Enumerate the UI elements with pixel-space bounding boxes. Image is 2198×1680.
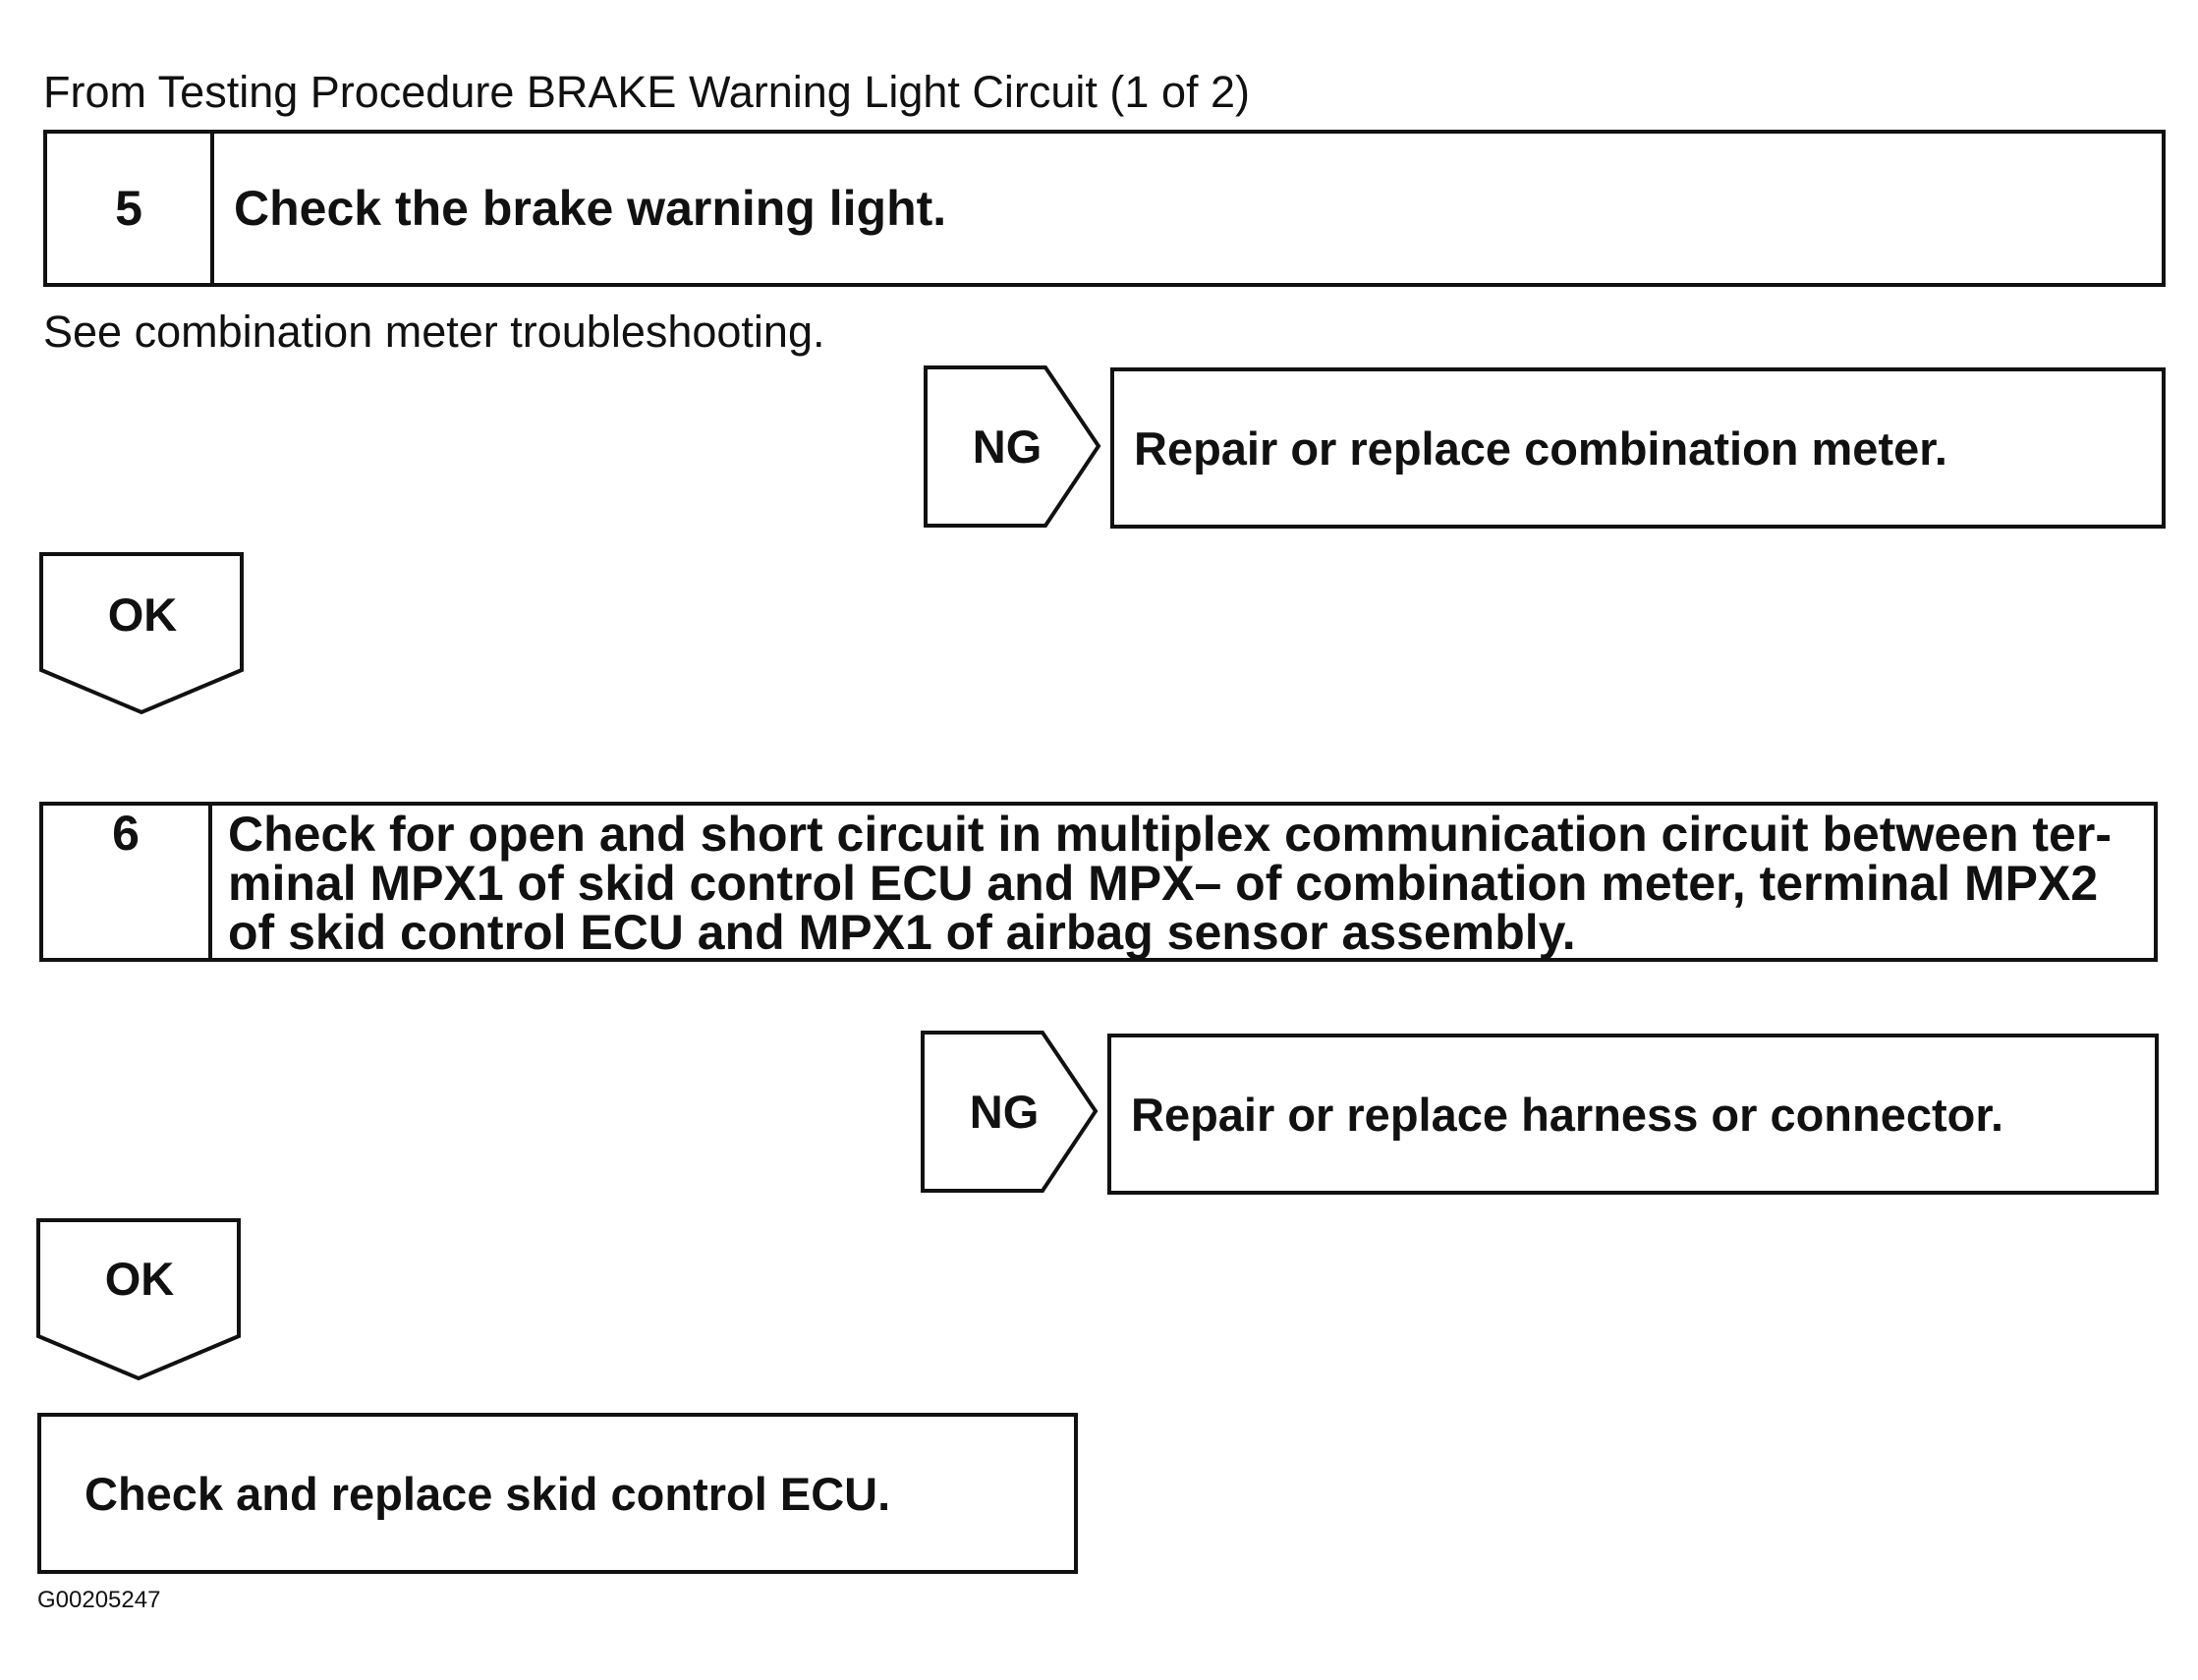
step-6-ng-action-box: [1107, 1034, 2159, 1195]
step-5-number: 5: [47, 134, 214, 283]
step-5-ng-action-box: [1110, 367, 2166, 529]
step-6-title: [228, 807, 2154, 960]
step-5-ng-label: NG: [972, 420, 1043, 473]
step-5-title: Check the brake warning light.: [234, 181, 947, 236]
step-6-box: [39, 802, 2158, 962]
step-6-ok-label: OK: [104, 1253, 175, 1305]
step-6-ng-label: NG: [969, 1086, 1040, 1138]
step-5-ok-label: OK: [107, 588, 178, 641]
step-5-note: See combination meter troubleshooting.: [43, 307, 825, 357]
step-6-title-line-3: of skid control ECU and MPX1 of airbag sensor assembly.: [228, 905, 1576, 960]
step-6-title-line-2: minal MPX1 of skid control ECU and MPX– of combination meter, terminal MPX2: [228, 856, 2099, 911]
step-6-ng-action-text: Repair or replace harness or connector.: [1131, 1088, 2004, 1141]
step-6-title-line-1: Check for open and short circuit in multiplex communication circuit between ter-: [228, 807, 2112, 862]
procedure-header: From Testing Procedure BRAKE Warning Light Circuit (1 of 2): [43, 67, 1250, 117]
step-5-box: [43, 130, 2166, 287]
final-action-box: [37, 1413, 1078, 1574]
final-action-text: Check and replace skid control ECU.: [85, 1467, 891, 1520]
figure-id: G00205247: [37, 1587, 161, 1613]
step-5-ng-action-text: Repair or replace combination meter.: [1134, 421, 1947, 475]
step-6-number: 6: [43, 806, 212, 958]
